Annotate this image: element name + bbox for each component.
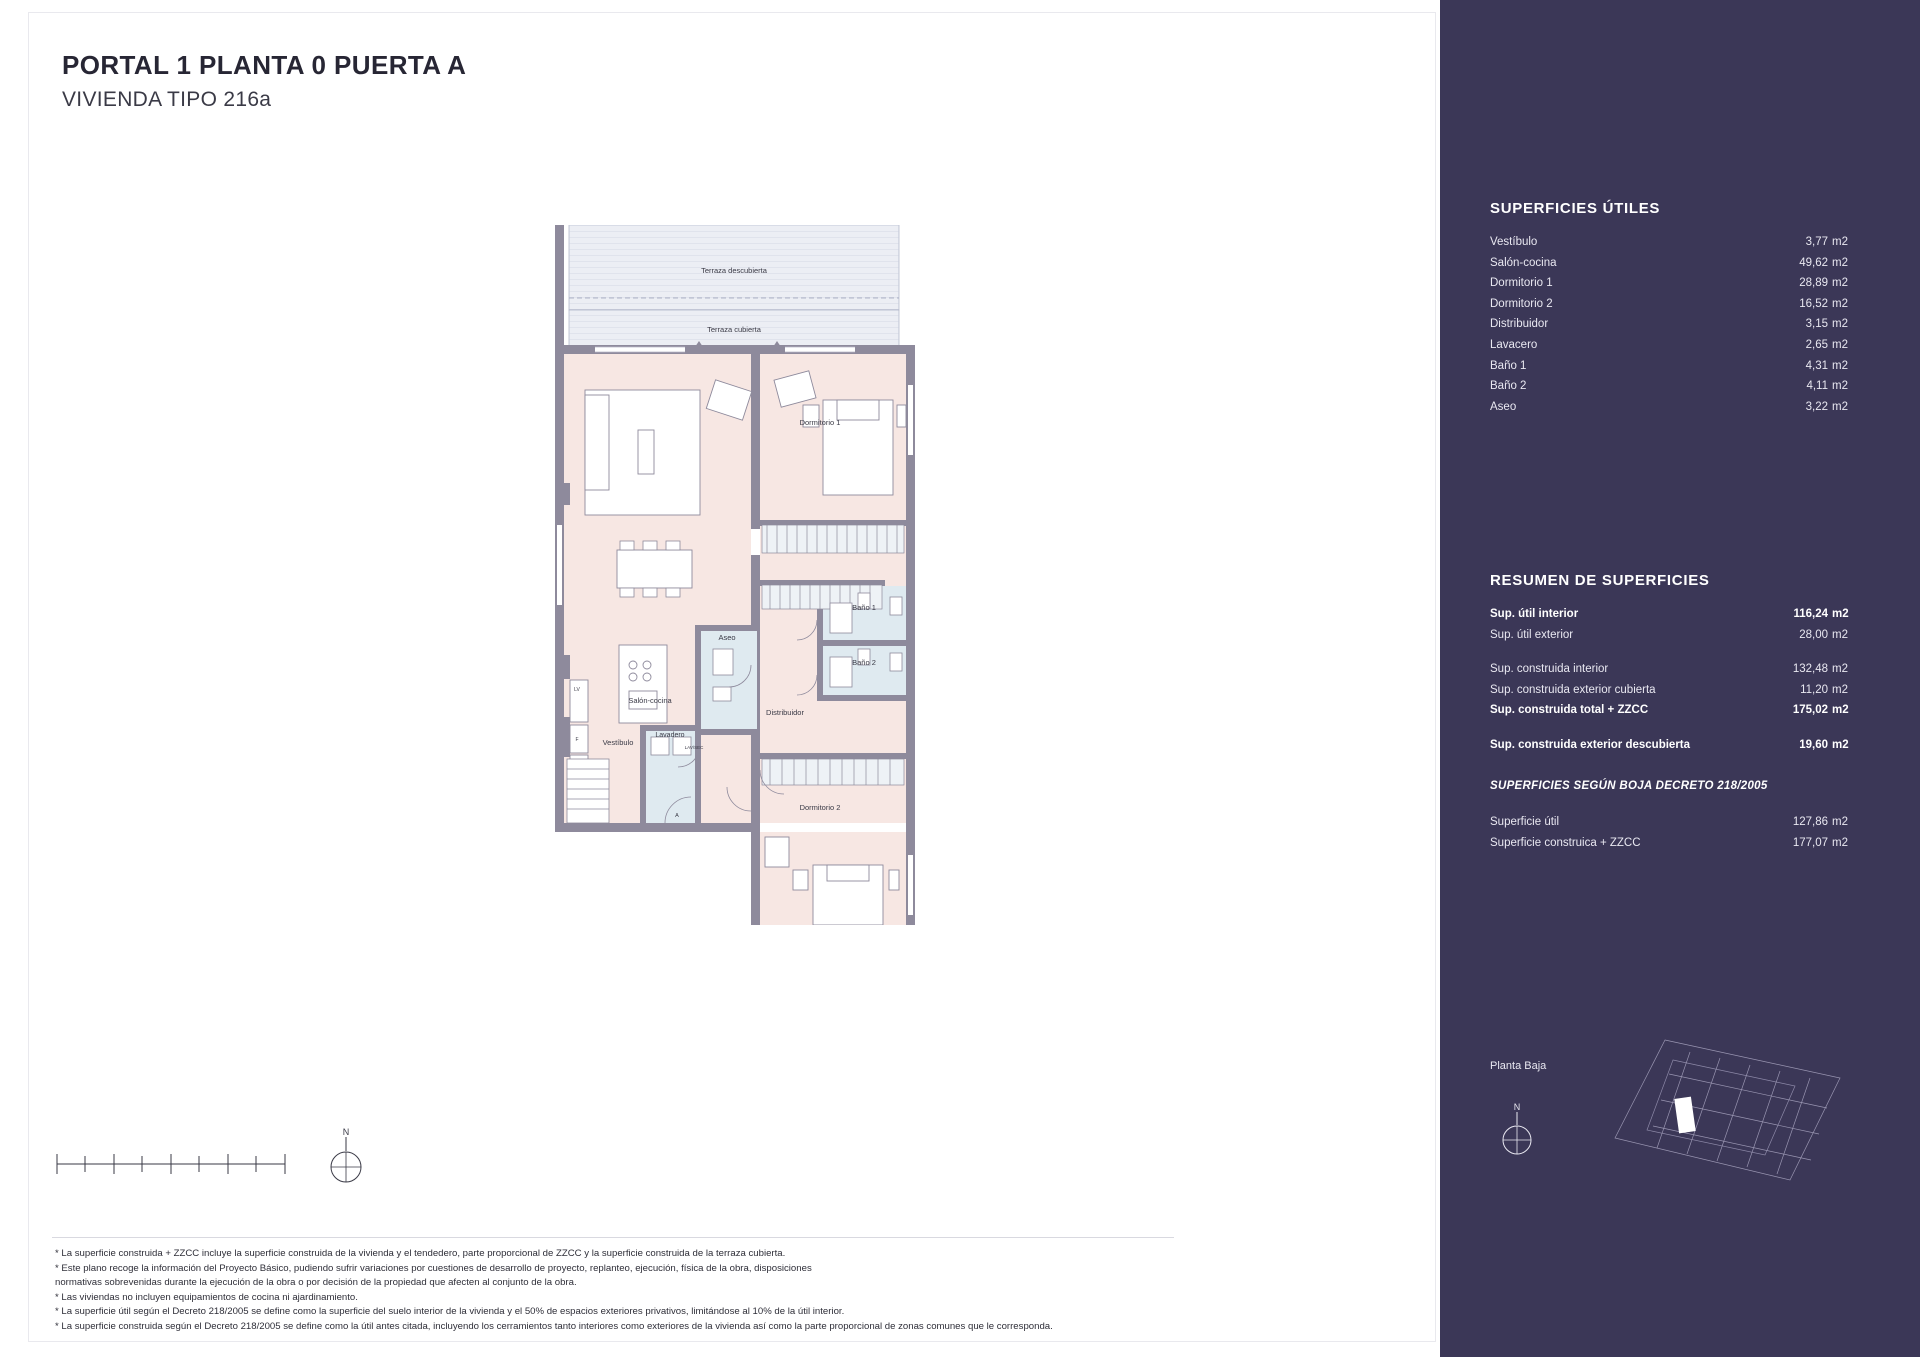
row-value: 175,02	[1792, 704, 1828, 717]
row-unit: m2	[1832, 704, 1849, 717]
row-value: 177,07	[1792, 836, 1828, 849]
row-unit: m2	[1832, 297, 1848, 310]
row-unit: m2	[1832, 400, 1848, 413]
label-bano-1: Baño 1	[852, 603, 876, 612]
row-label: Superficie construica + ZZCC	[1490, 836, 1641, 849]
label-vestibulo: Vestíbulo	[602, 738, 634, 747]
row-value: 28,89	[1799, 277, 1828, 290]
row-value: 3,22	[1805, 400, 1828, 413]
table-row	[1490, 232, 1860, 253]
row-unit: m2	[1832, 836, 1848, 849]
table-row	[1490, 273, 1860, 294]
compass-north-label: N	[342, 1127, 350, 1137]
table-row	[1490, 625, 1860, 646]
table-row	[1490, 397, 1860, 418]
scale-bar	[55, 1150, 290, 1185]
summary-table	[1490, 604, 1860, 756]
row-label: Baño 2	[1490, 380, 1527, 393]
row-value: 19,60	[1799, 738, 1828, 751]
row-value: 132,48	[1792, 663, 1828, 676]
label-bano-2: Baño 2	[852, 658, 876, 667]
table-row	[1490, 376, 1860, 397]
row-unit: m2	[1832, 738, 1849, 751]
page-title: PORTAL 1 PLANTA 0 PUERTA A	[62, 50, 467, 80]
keyplan-compass	[1492, 1100, 1542, 1165]
row-value: 11,20	[1800, 683, 1828, 696]
row-label: Aseo	[1490, 400, 1517, 413]
row-label: Dormitorio 1	[1490, 277, 1553, 290]
row-unit: m2	[1832, 683, 1848, 696]
footnote-2b: normativas sobrevenidas durante la ejecución de la obra o por decisión de la propiedad que afecten al conjunto de la obra.	[55, 1277, 577, 1289]
table-row	[1490, 335, 1860, 356]
table-row	[1490, 253, 1860, 274]
row-unit: m2	[1832, 380, 1848, 393]
footnote-1: * La superficie construida + ZZCC incluye la superficie construida de la vivienda y el tendedero, parte proporcional de ZZCC y la superficie construida de la terraza cubierta.	[55, 1248, 786, 1259]
row-unit: m2	[1832, 338, 1848, 351]
label-dorm2: Dormitorio 2	[799, 803, 841, 812]
row-label: Salón-cocina	[1490, 256, 1557, 269]
row-unit: m2	[1832, 663, 1848, 676]
table-row	[1490, 735, 1860, 756]
footnote-3: * Las viviendas no incluyen equipamientos de cocina ni ajardinamiento.	[55, 1291, 358, 1303]
info-panel	[1440, 0, 1920, 1357]
row-value: 2,65	[1805, 338, 1828, 351]
row-value: 3,77	[1805, 236, 1828, 248]
row-value: 127,86	[1792, 816, 1828, 828]
footnotes	[55, 1247, 1205, 1335]
stairs	[567, 759, 609, 823]
footnote-2: * Este plano recoge la información del Proyecto Básico, pudiendo sufrir variaciones por cuestiones de desarrollo de proyecto, replanteo, ejecución, física de la obra, disposiciones	[55, 1262, 812, 1274]
row-unit: m2	[1832, 628, 1848, 641]
row-label: Dormitorio 2	[1490, 297, 1553, 310]
table-row	[1490, 604, 1860, 625]
footnote-4: * La superficie útil según el Decreto 218/2005 se define como la superficie del suelo interior de la vivienda y el 50% de espacios exteriores privativos, limitándose al 10% de la útil interior.	[55, 1306, 845, 1318]
table-row	[1490, 314, 1860, 335]
row-label: Sup. construida interior	[1490, 663, 1609, 676]
summary-heading: RESUMEN DE SUPERFICIES	[1490, 572, 1710, 589]
row-value: 4,11	[1806, 380, 1828, 393]
row-unit: m2	[1832, 256, 1848, 269]
label-lavadero: Lavadero	[655, 732, 685, 739]
row-value: 4,31	[1805, 359, 1828, 372]
label-dormitorio-1: Dormitorio 1	[799, 418, 841, 427]
page-subtitle: VIVIENDA TIPO 216a	[62, 88, 272, 111]
row-label: Sup. útil interior	[1490, 608, 1579, 620]
row-value: 16,52	[1799, 297, 1828, 310]
label-mark-a: A	[675, 813, 679, 819]
footnote-divider	[52, 1237, 1174, 1238]
row-unit: m2	[1832, 816, 1848, 828]
compass-rose	[320, 1125, 372, 1192]
row-label: Sup. útil exterior	[1490, 628, 1574, 641]
table-row	[1490, 294, 1860, 315]
keyplan-highlight	[1675, 1097, 1696, 1133]
row-unit: m2	[1832, 277, 1848, 290]
label-terraza-cubierta: Terraza cubierta	[707, 325, 761, 334]
row-label: Baño 1	[1490, 359, 1527, 372]
key-plan	[1595, 1030, 1855, 1215]
label-salon: Salón-cocina	[628, 696, 672, 705]
row-label: Distribuidor	[1490, 318, 1549, 331]
row-unit: m2	[1832, 359, 1848, 372]
row-value: 28,00	[1799, 628, 1828, 641]
label-terraza-descubierta: Terraza descubierta	[701, 266, 767, 275]
table-row	[1490, 659, 1860, 680]
useful-areas-table	[1490, 232, 1860, 417]
row-label: Superficie útil	[1490, 816, 1560, 828]
table-row	[1490, 680, 1860, 701]
row-unit: m2	[1832, 608, 1849, 620]
row-value: 49,62	[1799, 256, 1828, 269]
row-label: Vestíbulo	[1490, 236, 1538, 248]
label-aseo: Aseo	[718, 633, 736, 642]
footnote-5: * La superficie construida según el Decreto 218/2005 se define como la útil antes citada, incluyendo los cerramientos tanto interiores como exteriores de la vivienda así como la parte proporcional de zonas comunes que le corresponda.	[55, 1320, 1053, 1332]
row-label: Lavacero	[1490, 338, 1538, 351]
label-lav-sec: LAV/SEC	[684, 745, 704, 750]
row-value: 3,15	[1805, 318, 1828, 331]
boja-table	[1490, 812, 1860, 853]
row-value: 116,24	[1793, 608, 1828, 620]
floor-plan	[555, 225, 1025, 925]
row-label: Sup. construida exterior cubierta	[1490, 683, 1656, 696]
useful-areas-heading: SUPERFICIES ÚTILES	[1490, 200, 1661, 217]
row-unit: m2	[1832, 318, 1848, 331]
label-f: F	[575, 737, 579, 743]
row-label: Sup. construida total + ZZCC	[1490, 704, 1649, 717]
svg-text:N: N	[1513, 1102, 1521, 1112]
table-row	[1490, 812, 1860, 833]
keyplan-label: Planta Baja	[1490, 1060, 1547, 1072]
label-lv: LV	[574, 687, 580, 693]
row-label: Sup. construida exterior descubierta	[1490, 738, 1691, 751]
boja-heading: SUPERFICIES SEGÚN BOJA DECRETO 218/2005	[1490, 780, 1768, 792]
label-distribuidor: Distribuidor	[766, 708, 804, 717]
row-unit: m2	[1832, 236, 1848, 248]
table-row	[1490, 833, 1860, 854]
table-row	[1490, 356, 1860, 377]
table-row	[1490, 700, 1860, 721]
